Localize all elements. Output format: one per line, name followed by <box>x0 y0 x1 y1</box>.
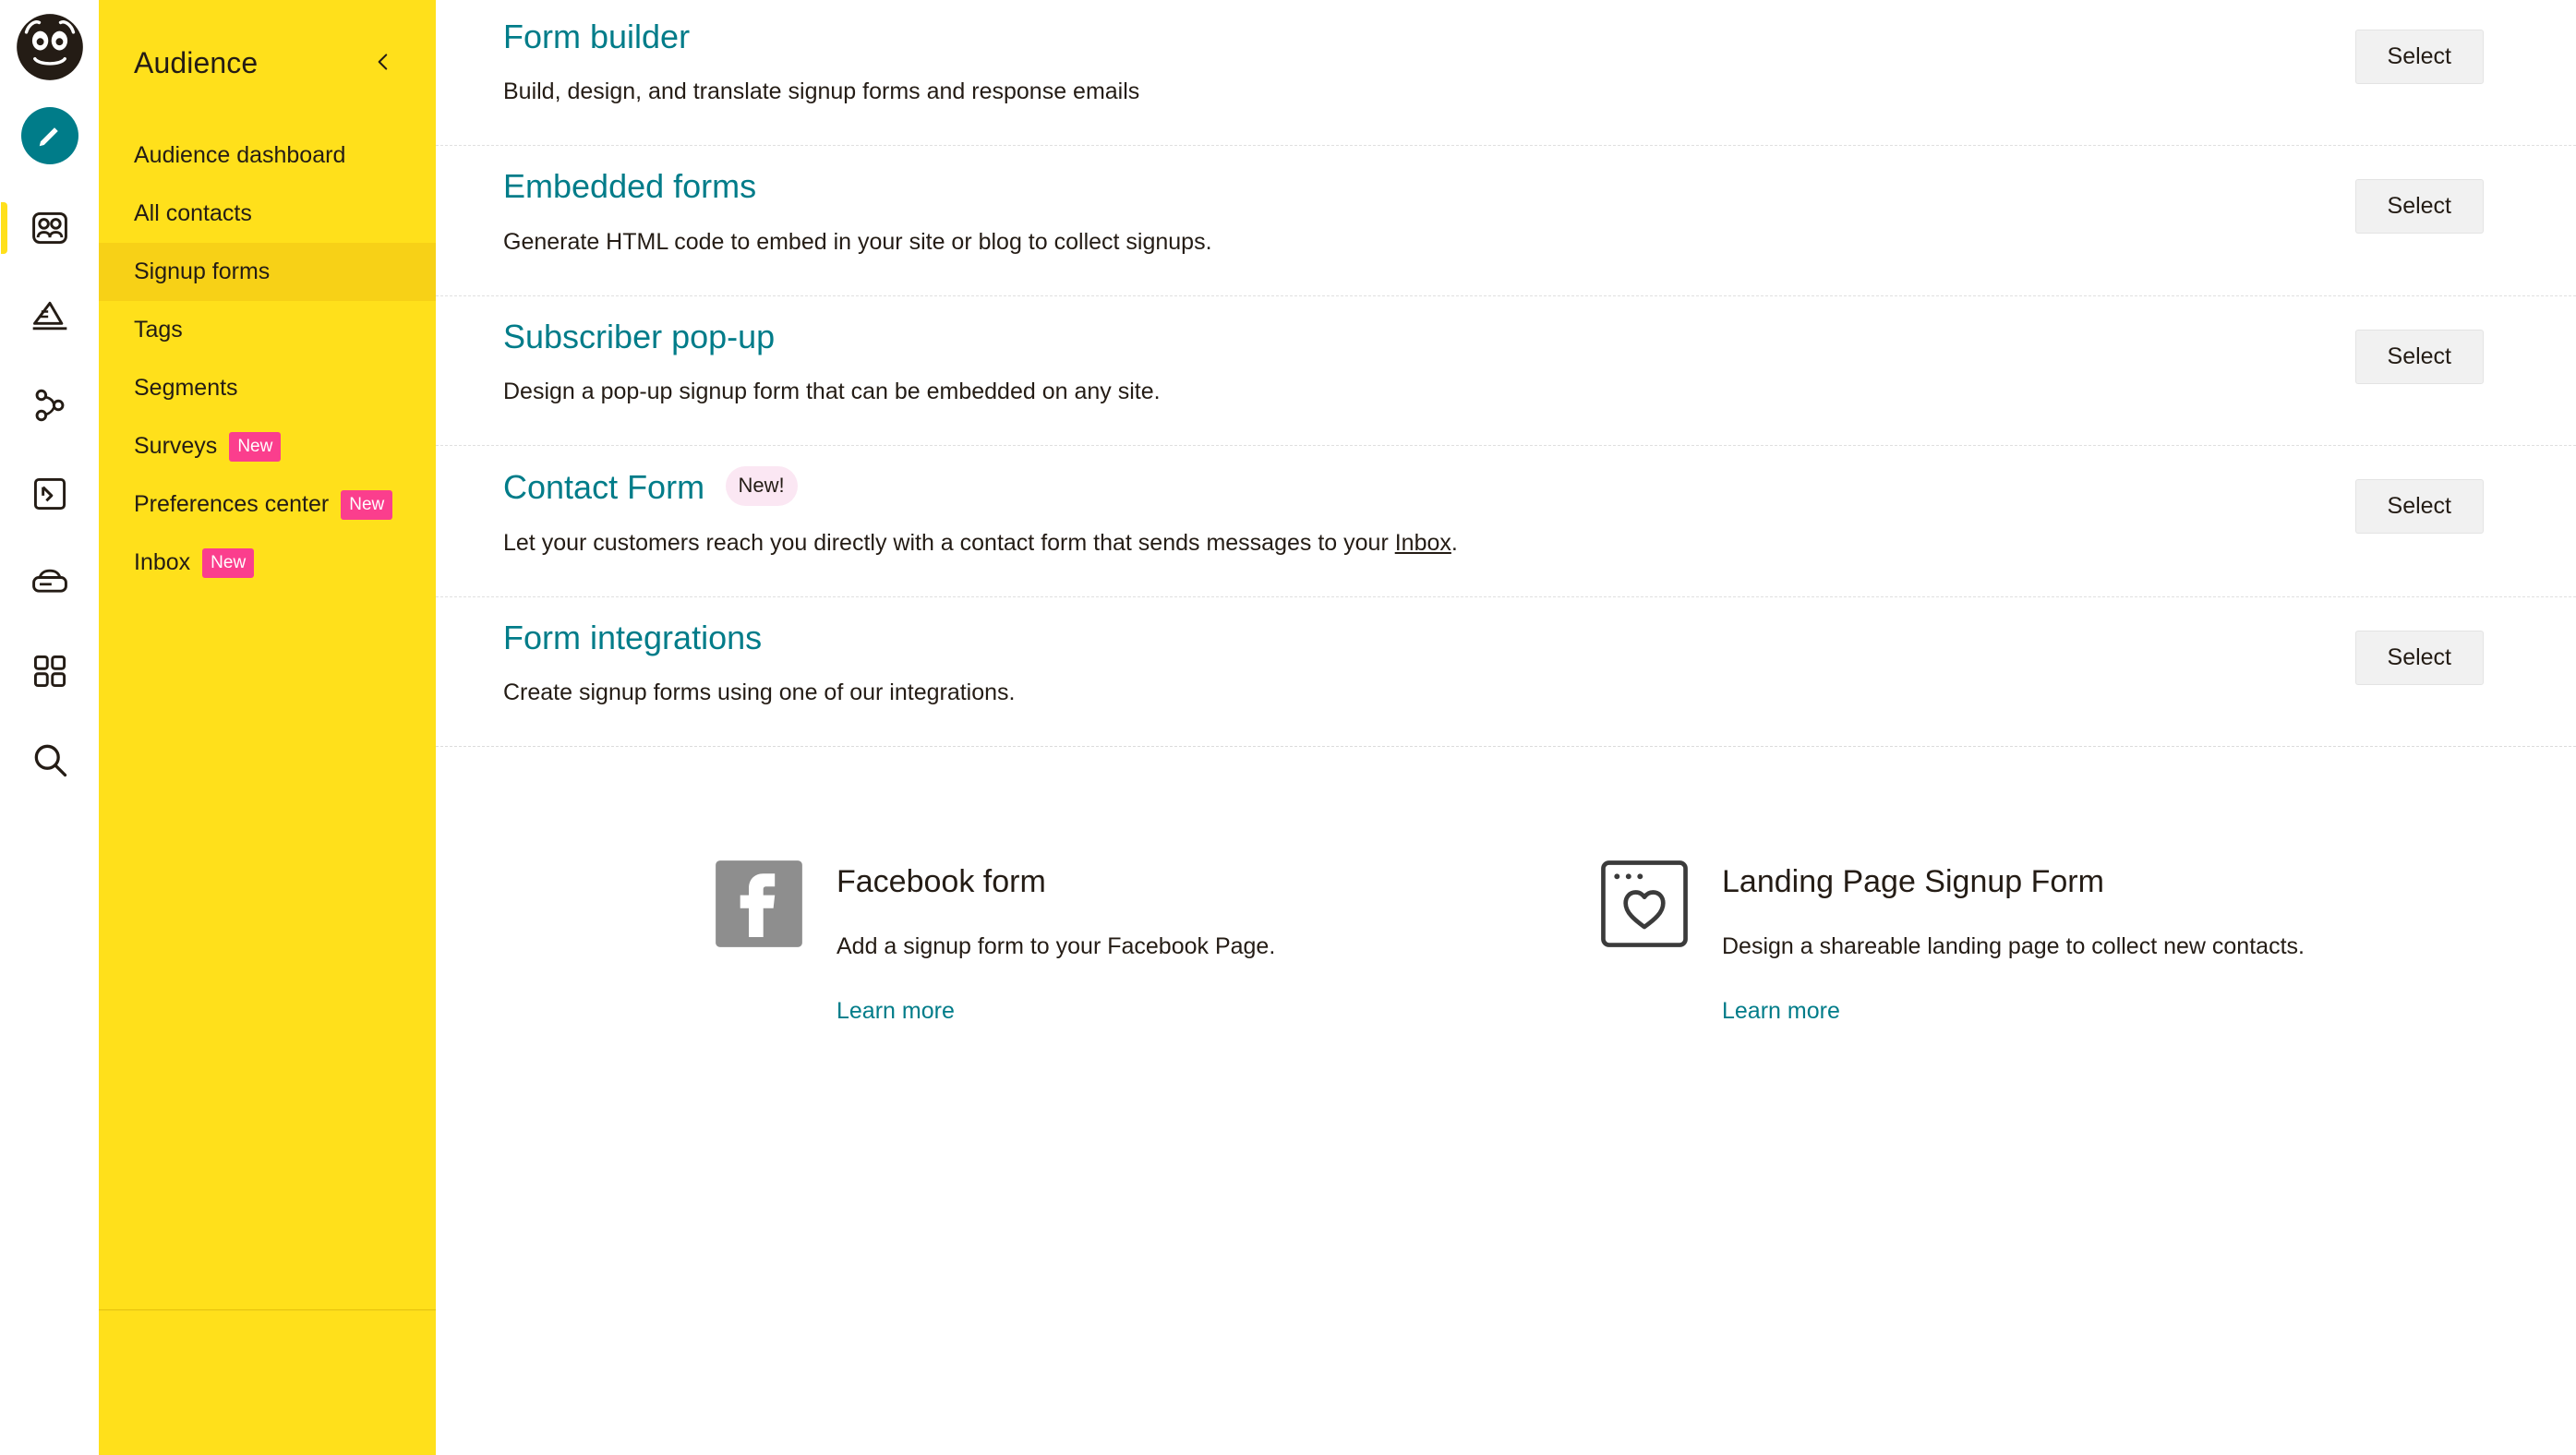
learn-more-link-facebook[interactable]: Learn more <box>837 997 955 1024</box>
audience-sidebar <box>99 0 436 1455</box>
sidebar-item-label: Surveys <box>134 433 218 459</box>
card-title: Facebook form <box>837 864 1046 900</box>
card-description: Add a signup form to your Facebook Page. <box>837 932 1276 959</box>
page-title: Audience <box>134 45 259 79</box>
option-description: Design a pop-up signup form that can be embedded on any site. <box>503 379 1161 405</box>
option-text <box>503 0 1139 145</box>
list-item-embedded-forms <box>436 146 2576 295</box>
list-item-form-builder <box>436 0 2576 146</box>
contact-form-link[interactable]: Contact Form <box>503 468 705 507</box>
option-description: Build, design, and translate signup forms and response emails <box>503 78 1140 105</box>
select-button-form-integrations[interactable]: Select <box>2355 631 2484 685</box>
sidebar-item-all-contacts[interactable] <box>99 185 436 243</box>
icon-rail <box>0 0 99 1455</box>
chevron-left-icon <box>371 48 395 76</box>
sidebar-nav-list <box>99 126 436 592</box>
list-item-subscriber-popup <box>436 296 2576 446</box>
avatar <box>21 107 78 164</box>
sidebar-item-label: Tags <box>134 317 183 343</box>
sidebar-item-tags[interactable] <box>99 301 436 359</box>
inbox-link[interactable]: Inbox <box>1394 529 1451 556</box>
select-button-subscriber-popup[interactable]: Select <box>2355 330 2484 384</box>
extra-options-cards <box>436 747 2576 1025</box>
status-badge: New <box>202 548 254 578</box>
website-icon[interactable] <box>16 548 84 617</box>
select-button-form-builder[interactable]: Select <box>2355 30 2484 84</box>
status-badge: New <box>229 432 281 462</box>
card-title: Landing Page Signup Form <box>1722 864 2104 900</box>
sidebar-item-label: Audience dashboard <box>134 142 346 168</box>
card-landing-page-signup-form <box>1598 858 2484 1025</box>
select-button-contact-form[interactable]: Select <box>2355 479 2484 534</box>
sidebar-item-preferences-center[interactable] <box>99 475 436 534</box>
option-description-part2: . <box>1451 529 1458 556</box>
campaigns-icon[interactable] <box>16 283 84 351</box>
learn-more-link-landing-page[interactable]: Learn more <box>1722 997 1840 1024</box>
card-description: Design a shareable landing page to collect new contacts. <box>1722 932 2305 959</box>
form-integrations-link[interactable]: Form integrations <box>503 618 763 656</box>
option-description: Generate HTML code to embed in your site or blog to collect signups. <box>503 228 1212 255</box>
sidebar-item-inbox[interactable] <box>99 534 436 592</box>
option-text <box>503 597 1015 746</box>
cards-row <box>837 858 2484 1025</box>
option-text <box>503 146 1212 295</box>
sidebar-item-label: Preferences center <box>134 491 330 517</box>
sidebar-item-segments[interactable] <box>99 359 436 417</box>
sidebar-item-label: Segments <box>134 375 238 401</box>
sidebar-item-surveys[interactable] <box>99 417 436 475</box>
landing-page-heart-icon <box>1598 858 1691 950</box>
status-badge: New <box>341 490 392 520</box>
new-badge: New! <box>726 466 798 506</box>
card-facebook-form <box>713 858 1598 1025</box>
card-body <box>837 858 1275 1025</box>
collapse-sidebar-button[interactable] <box>366 48 401 78</box>
sidebar-header <box>99 0 436 85</box>
content-studio-icon[interactable] <box>16 460 84 528</box>
option-description-part1: Let your customers reach you directly with a contact form that sends messages to your <box>503 529 1395 556</box>
embedded-forms-link[interactable]: Embedded forms <box>503 167 757 206</box>
sidebar-item-label: All contacts <box>134 200 252 226</box>
list-item-form-integrations <box>436 597 2576 747</box>
create-campaign-icon[interactable] <box>16 102 84 170</box>
sidebar-divider <box>99 1309 436 1311</box>
card-body <box>1722 858 2305 1025</box>
automations-icon[interactable] <box>16 371 84 439</box>
select-button-embedded-forms[interactable]: Select <box>2355 179 2484 234</box>
audience-icon[interactable] <box>16 194 84 262</box>
sidebar-item-label: Inbox <box>134 549 191 575</box>
option-text <box>503 296 1161 445</box>
search-icon[interactable] <box>16 726 84 794</box>
signup-forms-main <box>436 0 2576 1455</box>
sidebar-item-signup-forms[interactable] <box>99 243 436 301</box>
facebook-icon <box>713 858 805 950</box>
mailchimp-logo[interactable] <box>16 13 84 81</box>
list-item-contact-form <box>436 446 2576 596</box>
option-text <box>503 446 1458 595</box>
integrations-icon[interactable] <box>16 637 84 705</box>
form-options-list <box>436 0 2576 747</box>
sidebar-item-audience-dashboard[interactable] <box>99 126 436 185</box>
option-description <box>503 526 1458 559</box>
option-description: Create signup forms using one of our integrations. <box>503 679 1016 705</box>
sidebar-item-label: Signup forms <box>134 259 271 284</box>
subscriber-popup-link[interactable]: Subscriber pop-up <box>503 317 776 355</box>
form-builder-link[interactable]: Form builder <box>503 18 691 55</box>
